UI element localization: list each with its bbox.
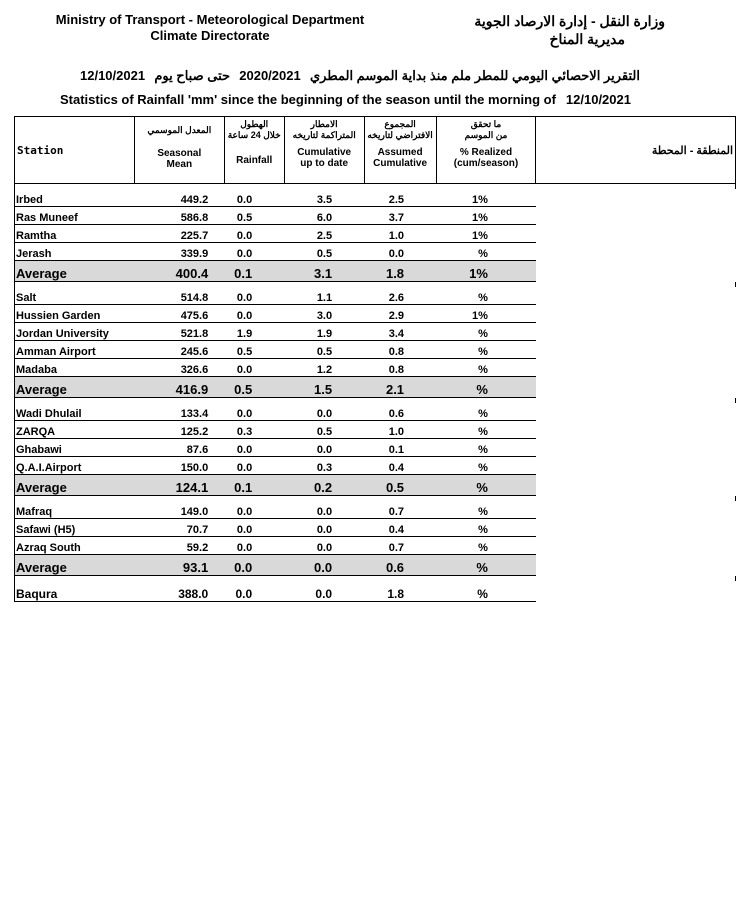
station-row [15,359,736,377]
assumed-header-ar: المجموع الافتراضي لتاريخه [367,119,433,140]
seasonal-mean-value: 133.4 [134,403,224,421]
station-name: Amman Airport [15,341,135,359]
station-row [15,501,736,519]
cumulative-value: 0.0 [284,439,364,457]
station-row [15,341,736,359]
assumed-value: 2.1 [364,377,436,398]
rainfall-value: 0.5 [224,207,284,225]
table-body [15,184,736,602]
mean-header-en: Seasonal Mean [157,148,202,170]
rainfall-value: 0.0 [224,581,284,602]
rainfall-value: 0.0 [224,305,284,323]
cumulative-value: 3.1 [284,261,364,282]
cumulative-header [284,117,364,184]
realized-percent: % [436,501,536,519]
realized-percent: % [436,581,536,602]
seasonal-mean-value: 326.6 [134,359,224,377]
realized-percent: 1% [436,225,536,243]
seasonal-mean-header [134,117,224,184]
rainfall-value: 0.0 [224,457,284,475]
rainfall-table [14,116,736,602]
rainfall-value: 0.1 [224,261,284,282]
title-season-ar: 2020/2021 [239,68,301,83]
assumed-value: 0.7 [364,537,436,555]
station-row [15,207,736,225]
station-name: Ras Muneef [15,207,135,225]
realized-percent: % [436,341,536,359]
single-station-row [15,581,736,602]
cumulative-value: 1.2 [284,359,364,377]
cumulative-value: 0.0 [284,501,364,519]
assumed-value: 2.5 [364,189,436,207]
average-row [15,475,736,496]
seasonal-mean-value: 93.1 [134,555,224,576]
station-row [15,225,736,243]
seasonal-mean-value: 449.2 [134,189,224,207]
rainfall-value: 0.0 [224,225,284,243]
assumed-header [364,117,436,184]
realized-percent: 1% [436,261,536,282]
station-name: Average [15,377,135,398]
station-row [15,519,736,537]
cumulative-value: 0.2 [284,475,364,496]
assumed-value: 0.0 [364,243,436,261]
rain-header-ar: الهطول خلال 24 ساعة [227,119,281,140]
seasonal-mean-value: 125.2 [134,421,224,439]
ministry-header-ar [474,12,665,48]
seasonal-mean-value: 586.8 [134,207,224,225]
rainfall-value: 0.5 [224,377,284,398]
rainfall-value: 1.9 [224,323,284,341]
cum-header-ar: الامطار المتراكمة لتاريخه [292,119,356,140]
station-name: Madaba [15,359,135,377]
cumulative-value: 0.5 [284,421,364,439]
seasonal-mean-value: 150.0 [134,457,224,475]
title-date-en: 12/10/2021 [565,92,631,107]
station-name: Average [15,555,135,576]
cumulative-value: 0.0 [284,519,364,537]
cumulative-value: 1.5 [284,377,364,398]
cumulative-value: 1.1 [284,287,364,305]
rainfall-value: 0.0 [224,403,284,421]
region-column-header: المنطقة - المحطة [536,117,736,184]
cumulative-value: 0.5 [284,341,364,359]
report-title-ar [80,68,640,84]
station-name: Hussien Garden [15,305,135,323]
station-row [15,421,736,439]
station-name: Salt [15,287,135,305]
title-morning-ar: حتى صباح يوم [154,68,231,83]
station-row [15,323,736,341]
realized-percent: 1% [436,305,536,323]
rainfall-value: 0.0 [224,537,284,555]
realized-percent: % [436,475,536,496]
assumed-value: 0.7 [364,501,436,519]
title-date-ar: 12/10/2021 [80,68,146,83]
assumed-value: 0.6 [364,403,436,421]
rainfall-value: 0.3 [224,421,284,439]
station-name: Azraq South [15,537,135,555]
station-row [15,537,736,555]
station-row [15,439,736,457]
assumed-value: 0.8 [364,359,436,377]
directorate-name-en: Climate Directorate [150,28,270,43]
seasonal-mean-value: 400.4 [134,261,224,282]
seasonal-mean-value: 339.9 [134,243,224,261]
realized-header-ar: ما تحقق من الموسم [464,119,508,140]
ministry-name-en: Ministry of Transport - Meteorological Department [55,12,365,27]
ministry-header-en [40,12,380,44]
cumulative-value: 6.0 [284,207,364,225]
directorate-name-ar: مديرية المناخ [549,31,625,47]
seasonal-mean-value: 225.7 [134,225,224,243]
realized-percent: % [436,519,536,537]
station-column-header: Station [15,117,135,184]
assumed-value: 3.4 [364,323,436,341]
assumed-header-en: Assumed Cumulative [373,147,428,169]
assumed-value: 0.8 [364,341,436,359]
station-name: Wadi Dhulail [15,403,135,421]
assumed-value: 3.7 [364,207,436,225]
assumed-value: 0.6 [364,555,436,576]
station-name: Jerash [15,243,135,261]
rainfall-value: 0.0 [224,359,284,377]
title-text-en: Statistics of Rainfall 'mm' since the beginning of the season until the morning of [60,92,556,107]
realized-percent: % [436,421,536,439]
realized-header [436,117,536,184]
station-name: Mafraq [15,501,135,519]
title-text-ar: التقرير الاحصائي اليومي للمطر ملم منذ بداية الموسم المطري [309,68,640,83]
table-header-row [15,117,736,184]
assumed-value: 0.1 [364,439,436,457]
seasonal-mean-value: 124.1 [134,475,224,496]
cumulative-value: 0.0 [284,555,364,576]
assumed-value: 0.5 [364,475,436,496]
rainfall-value: 0.0 [224,439,284,457]
realized-percent: 1% [436,189,536,207]
ministry-name-ar: وزارة النقل - إدارة الارصاد الجوية [474,13,665,29]
realized-percent: % [436,377,536,398]
cumulative-value: 3.5 [284,189,364,207]
station-row [15,189,736,207]
station-row [15,457,736,475]
average-row [15,377,736,398]
rain-header-en: Rainfall [236,155,273,166]
assumed-value: 1.8 [364,261,436,282]
cumulative-value: 3.0 [284,305,364,323]
station-name: Q.A.I.Airport [15,457,135,475]
station-name: Ramtha [15,225,135,243]
seasonal-mean-value: 70.7 [134,519,224,537]
seasonal-mean-value: 416.9 [134,377,224,398]
rainfall-value: 0.0 [224,243,284,261]
seasonal-mean-value: 59.2 [134,537,224,555]
cumulative-value: 1.9 [284,323,364,341]
station-name: Average [15,261,135,282]
rainfall-value: 0.5 [224,341,284,359]
realized-percent: % [436,359,536,377]
seasonal-mean-value: 514.8 [134,287,224,305]
cumulative-value: 2.5 [284,225,364,243]
assumed-value: 2.6 [364,287,436,305]
realized-percent: % [436,457,536,475]
cumulative-value: 0.0 [284,581,364,602]
station-name: Average [15,475,135,496]
rainfall-header [224,117,284,184]
station-name: Irbed [15,189,135,207]
realized-percent: 1% [436,207,536,225]
station-row [15,305,736,323]
station-row [15,243,736,261]
realized-percent: % [436,439,536,457]
station-name: Ghabawi [15,439,135,457]
realized-percent: % [436,287,536,305]
rainfall-value: 0.1 [224,475,284,496]
rainfall-value: 0.0 [224,501,284,519]
seasonal-mean-value: 149.0 [134,501,224,519]
realized-percent: % [436,243,536,261]
realized-percent: % [436,537,536,555]
cum-header-en: Cumulative up to date [297,147,352,169]
average-row [15,555,736,576]
average-row [15,261,736,282]
report-title-en [60,92,660,107]
mean-header-ar: المعدل الموسمي [147,125,212,135]
station-name: ZARQA [15,421,135,439]
assumed-value: 2.9 [364,305,436,323]
rainfall-value: 0.0 [224,555,284,576]
assumed-value: 0.4 [364,457,436,475]
station-row [15,403,736,421]
cumulative-value: 0.3 [284,457,364,475]
cumulative-value: 0.0 [284,537,364,555]
rainfall-value: 0.0 [224,287,284,305]
realized-header-en: % Realized (cum/season) [453,147,519,169]
seasonal-mean-value: 521.8 [134,323,224,341]
station-row [15,287,736,305]
station-name: Safawi (H5) [15,519,135,537]
station-name: Baqura [15,581,135,602]
assumed-value: 0.4 [364,519,436,537]
rainfall-value: 0.0 [224,189,284,207]
cumulative-value: 0.0 [284,403,364,421]
assumed-value: 1.8 [364,581,436,602]
rainfall-value: 0.0 [224,519,284,537]
station-name: Jordan University [15,323,135,341]
seasonal-mean-value: 245.6 [134,341,224,359]
assumed-value: 1.0 [364,421,436,439]
seasonal-mean-value: 388.0 [134,581,224,602]
realized-percent: % [436,323,536,341]
realized-percent: % [436,555,536,576]
seasonal-mean-value: 475.6 [134,305,224,323]
cumulative-value: 0.5 [284,243,364,261]
realized-percent: % [436,403,536,421]
seasonal-mean-value: 87.6 [134,439,224,457]
assumed-value: 1.0 [364,225,436,243]
